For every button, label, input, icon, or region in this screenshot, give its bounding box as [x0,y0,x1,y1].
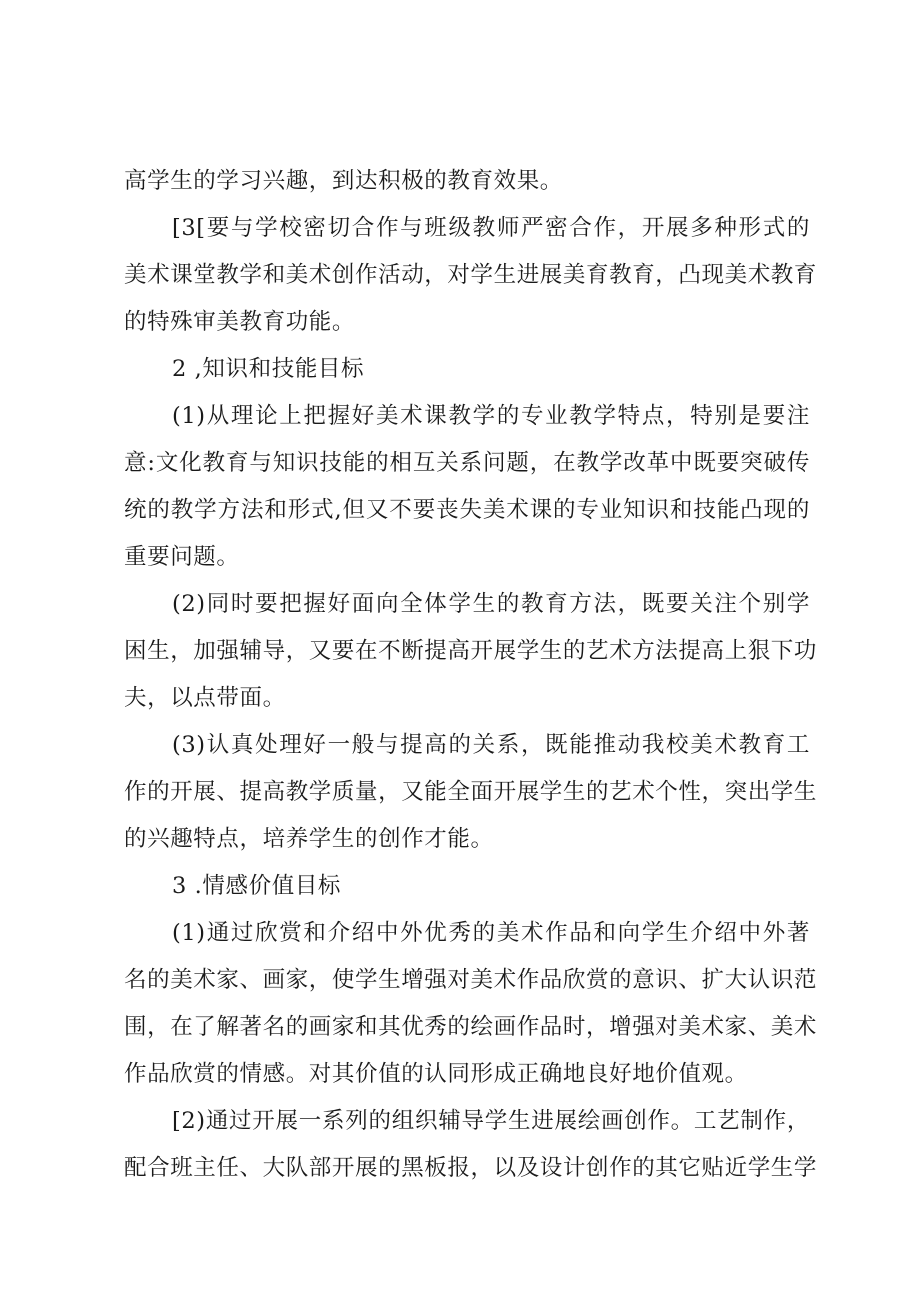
text-line: 重要问题。 [124,544,240,570]
text-line: 统的教学方法和形式,但又不要丧失美术课的专业知识和技能凸现的 [124,497,810,523]
text-line: 作的开展、提高教学质量，又能全面开展学生的艺术个性，突出学生 [124,779,818,805]
text-line: 美术课堂教学和美术创作活动，对学生进展美育教育，凸现美术教育 [124,262,818,288]
text-line: (3)认真处理好一般与提高的关系，既能推动我校美术教育工 [172,732,810,758]
text-line: 配合班主任、大队部开展的黑板报，以及设计创作的其它贴近学生学 [124,1155,818,1181]
text-line: 的特殊审美教育功能。 [124,309,356,335]
text-line: [3[要与学校密切合作与班级教师严密合作，开展多种形式的 [172,215,810,241]
text-line: [2)通过开展一系列的组织辅导学生进展绘画创作。工艺制作， [172,1108,810,1134]
text-line: 作品欣赏的情感。对其价值的认同形成正确地良好地价值观。 [124,1061,748,1087]
text-line: 夫，以点带面。 [124,685,286,711]
document-body [124,158,818,1192]
text-line: (1)通过欣赏和介绍中外优秀的美术作品和向学生介绍中外著 [172,920,810,946]
text-line: 高学生的学习兴趣，到达积极的教育效果。 [124,168,563,194]
section-heading: 3 .情感价值目标 [172,873,342,899]
text-line: 意:文化教育与知识技能的相互关系问题，在教学改革中既要突破传 [124,450,810,476]
text-line: 名的美术家、画家，使学生增强对美术作品欣赏的意识、扩大认识范 [124,967,818,993]
text-line: 困生，加强辅导，又要在不断提高开展学生的艺术方法提高上狠下功 [124,638,818,664]
section-heading: 2 ,知识和技能目标 [172,356,365,382]
text-line: 围，在了解著名的画家和其优秀的绘画作品时，增强对美术家、美术 [124,1014,818,1040]
text-line: 的兴趣特点，培养学生的创作才能。 [124,826,494,852]
text-line: (2)同时要把握好面向全体学生的教育方法，既要关注个别学 [172,591,810,617]
text-line: (1)从理论上把握好美术课教学的专业教学特点，特别是要注 [172,403,810,429]
